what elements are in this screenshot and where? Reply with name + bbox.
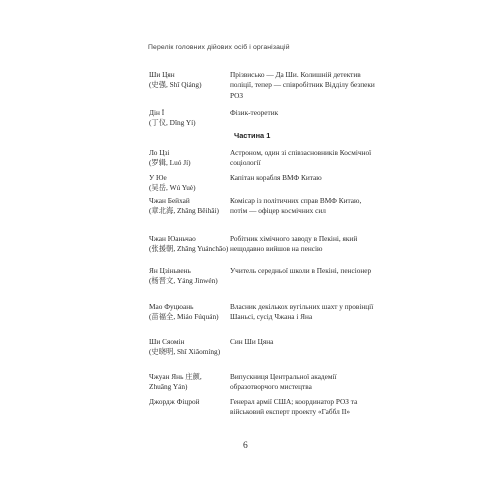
character-description: Капітан корабля ВМФ Китаю — [230, 173, 322, 182]
character-name — [149, 148, 229, 169]
character-name-text: Дін Ї — [149, 108, 165, 117]
running-header: Перелік головних дійових осіб і організацій — [148, 44, 290, 51]
character-description: Учитель середньої школи в Пекіні, пенсіонер — [230, 266, 372, 275]
character-description: Комісар із політичних справ ВМФ Китаю, потім — офіцер космічних сил — [230, 196, 362, 216]
page-number: 6 — [243, 441, 248, 451]
character-name-text: Ян Цзіньвень — [149, 266, 191, 275]
character-native-name: (史晓明, Shǐ Xiǎomíng) — [149, 347, 221, 357]
character-native-name: (罗辑, Luó Jí) — [149, 158, 191, 168]
character-description: Син Ши Цяна — [230, 337, 274, 346]
character-name-text: Мао Фуцюань — [149, 302, 194, 311]
character-name — [149, 266, 229, 287]
character-native-name: (苗福全, Miáo Fúquán) — [149, 312, 219, 322]
character-name — [149, 372, 229, 393]
character-name — [149, 234, 229, 255]
character-name-text: Ши Сяомін — [149, 337, 185, 346]
character-name-text: Джордж Фіцрой — [149, 397, 200, 406]
character-name-text: Ши Цян — [149, 70, 175, 79]
character-description: Прізвисько — Да Ши. Колишній детектив поліції, тепер — співробітник Відділу безпеки РОЗ — [230, 70, 375, 100]
character-name-text: Чжан Бейхай — [149, 196, 190, 205]
part-heading: Частина 1 — [234, 131, 271, 140]
character-description: Генерал армії США; координатор РОЗ та військовий експерт проекту «Габбл ІІ» — [230, 397, 358, 417]
character-name-text: Чжан Юаньчао — [149, 234, 196, 243]
character-native-name: (吴岳, Wú Yuè) — [149, 183, 196, 193]
character-native-name: (张援朝, Zhāng Yuánchāo) — [149, 244, 229, 254]
character-name — [149, 196, 229, 217]
character-name — [149, 70, 229, 91]
character-name-text: У Юе — [149, 173, 167, 182]
character-description: Випускниця Центральної академії образотворчого мистецтва — [230, 372, 337, 392]
character-name — [149, 108, 229, 129]
character-native-name: Zhuāng Yán) — [149, 382, 188, 392]
character-description: Робітник хімічного заводу в Пекіні, який нещодавно вийшов на пенсію — [230, 234, 358, 254]
character-name — [149, 302, 229, 323]
character-name-text: Чжуан Янь 庄颜, — [149, 372, 202, 381]
character-description: Фізик-теоретик — [230, 108, 279, 117]
character-name-text: Ло Цзі — [149, 148, 170, 157]
character-name — [149, 337, 229, 358]
character-native-name: (史强, Shǐ Qiáng) — [149, 80, 202, 90]
character-native-name: (丁仪, Dīng Yí) — [149, 118, 196, 128]
character-description: Власник декількох вугільних шахт у провінції Шаньсі, сусід Чжана і Яна — [230, 302, 374, 322]
character-description: Астроном, один зі співзасновників Космічної соціології — [230, 148, 372, 168]
character-native-name: (杨晋文, Yáng Jìnwén) — [149, 276, 218, 286]
character-name — [149, 173, 229, 194]
character-native-name: (章北海, Zhāng Běihǎi) — [149, 206, 219, 216]
character-name — [149, 397, 229, 407]
